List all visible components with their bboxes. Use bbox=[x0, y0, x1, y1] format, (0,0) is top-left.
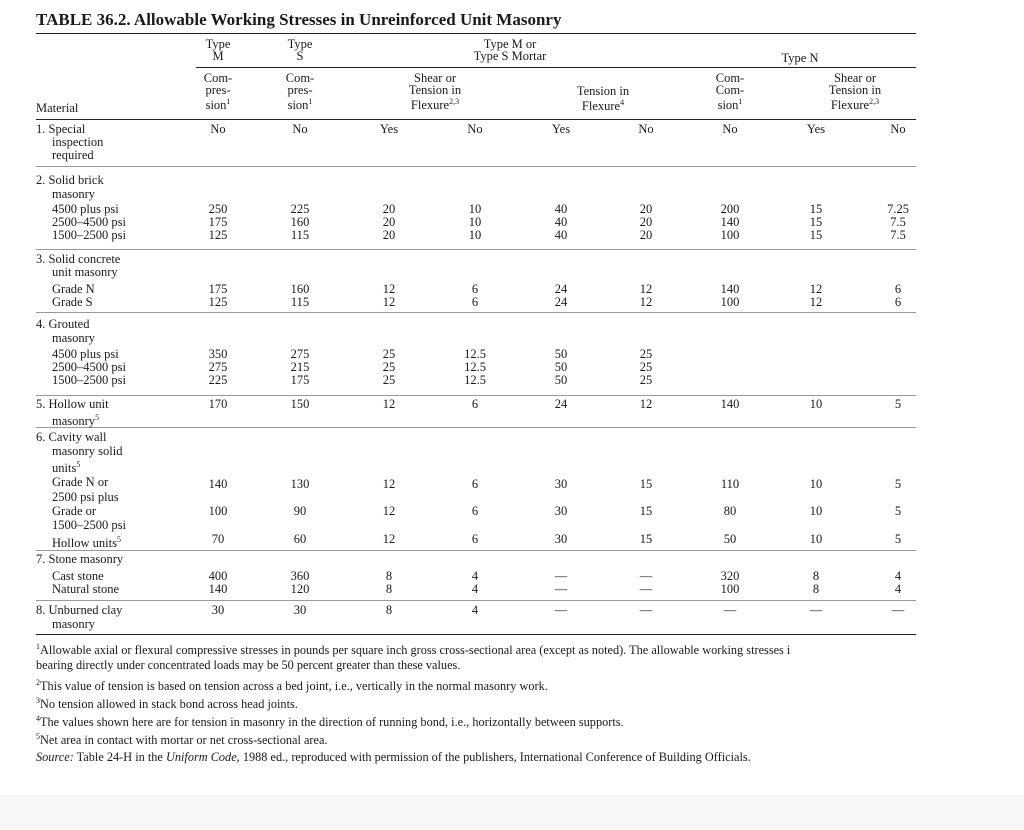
table-cell: 225 bbox=[290, 202, 310, 216]
table-cell: 8 bbox=[812, 582, 820, 596]
table-cell: 12 bbox=[382, 397, 396, 411]
table-cell: 70 bbox=[211, 532, 225, 546]
row-label-text: 1500–2500 psi bbox=[52, 518, 126, 532]
table-cell: 10 bbox=[809, 532, 823, 546]
table-cell: 140 bbox=[720, 397, 740, 411]
table-cell: 25 bbox=[639, 360, 653, 374]
table-cell: 15 bbox=[809, 202, 823, 216]
row-label bbox=[36, 431, 106, 444]
table-cell: 100 bbox=[720, 295, 740, 309]
section-rule-6 bbox=[36, 550, 916, 551]
row-label-text: masonry bbox=[52, 414, 96, 429]
row-label-text: 6. Cavity wall bbox=[36, 430, 107, 444]
footnote bbox=[36, 712, 624, 729]
table-cell: 10 bbox=[468, 215, 482, 229]
table-cell: 115 bbox=[290, 295, 310, 309]
table-cell: 12 bbox=[639, 282, 653, 296]
table-cell: 120 bbox=[290, 582, 310, 596]
table-cell: 6 bbox=[471, 477, 479, 491]
row-label-text: masonry bbox=[52, 187, 96, 201]
table-cell: 10 bbox=[468, 228, 482, 242]
table-cell: 175 bbox=[208, 282, 228, 296]
table-cell: 80 bbox=[723, 504, 737, 518]
table-cell: 115 bbox=[290, 228, 310, 242]
table-cell: 30 bbox=[554, 532, 568, 546]
table-cell: 30 bbox=[293, 603, 307, 617]
section-rule-1 bbox=[36, 166, 916, 167]
table-cell: 160 bbox=[290, 282, 310, 296]
row-label-text: masonry bbox=[52, 617, 96, 631]
table-cell: Yes bbox=[806, 122, 826, 136]
table-cell: 140 bbox=[720, 215, 740, 229]
table-cell: 50 bbox=[554, 347, 568, 361]
row-label bbox=[52, 229, 126, 242]
row-label-text: 2. Solid brick bbox=[36, 173, 104, 187]
table-cell: 200 bbox=[720, 202, 740, 216]
table-cell: 8 bbox=[385, 603, 393, 617]
row-label-text: 5. Hollow unit bbox=[36, 397, 109, 411]
header-bottom-rule bbox=[36, 119, 916, 120]
row-label bbox=[52, 374, 126, 387]
row-label-text: masonry bbox=[52, 331, 96, 345]
footnote bbox=[36, 730, 327, 747]
footnote-text: No tension allowed in stack bond across head joints. bbox=[40, 697, 298, 712]
row-label bbox=[52, 188, 95, 201]
table-cell: 12.5 bbox=[464, 373, 486, 387]
table-cell: 7.5 bbox=[890, 215, 906, 229]
table-cell: No bbox=[638, 122, 654, 136]
table-cell: 110 bbox=[720, 477, 740, 491]
table-cell: 140 bbox=[720, 282, 740, 296]
table-cell: 5 bbox=[894, 532, 902, 546]
table-cell: 12.5 bbox=[464, 360, 486, 374]
footnote-text: This value of tension is based on tension across a bed joint, i.e., vertically in the normal masonry work. bbox=[40, 679, 548, 694]
footnote-marker: 5 bbox=[76, 460, 81, 469]
header-shear-ms: Shear or Tension in Flexure$^{2,3}$ bbox=[408, 71, 462, 113]
table-cell: 24 bbox=[554, 397, 568, 411]
table-cell: 40 bbox=[554, 202, 568, 216]
table-cell: 30 bbox=[211, 603, 225, 617]
row-label-text: 4. Grouted bbox=[36, 317, 90, 331]
table-cell: Yes bbox=[379, 122, 399, 136]
table-cell: 15 bbox=[639, 532, 653, 546]
table-title: TABLE 36.2. Allowable Working Stresses in Unreinforced Unit Masonry bbox=[36, 10, 562, 29]
table-cell: 30 bbox=[554, 504, 568, 518]
row-label-text: 3. Solid concrete bbox=[36, 252, 121, 266]
table-cell: 320 bbox=[720, 569, 740, 583]
table-cell: 50 bbox=[554, 373, 568, 387]
source-note: Source: Table 24-H in the Uniform Code, 1988 ed., reproduced with permission of the publishers, International Conference of Building Officials. bbox=[36, 750, 751, 764]
table-cell: 125 bbox=[208, 295, 228, 309]
table-cell: 8 bbox=[812, 569, 820, 583]
table-cell: 25 bbox=[382, 347, 396, 361]
header-compression-s: Com- pres- sion$^1$ bbox=[285, 71, 315, 113]
table-cell: 175 bbox=[290, 373, 310, 387]
table-cell: 10 bbox=[468, 202, 482, 216]
table-cell: 140 bbox=[208, 477, 228, 491]
table-cell: 12 bbox=[639, 397, 653, 411]
footnote-text: Allowable axial or flexural compressive stresses in pounds per square inch gross cross-sectional area (except as noted). The allowable working stresses i bbox=[40, 643, 791, 658]
table-cell: 25 bbox=[639, 373, 653, 387]
table-cell: 20 bbox=[639, 228, 653, 242]
table-bottom-rule bbox=[36, 634, 916, 635]
row-label bbox=[36, 318, 89, 331]
table-cell: 12 bbox=[639, 295, 653, 309]
table-cell: 20 bbox=[382, 228, 396, 242]
table-cell: 8 bbox=[385, 582, 393, 596]
header-tension-ms: Tension in Flexure$^4$ bbox=[576, 84, 630, 114]
table-cell: 6 bbox=[894, 282, 902, 296]
footnote bbox=[36, 694, 298, 711]
table-cell: 12.5 bbox=[464, 347, 486, 361]
row-label-text: Cast stone bbox=[52, 569, 104, 583]
header-type-ms-mortar: Type M or Type S Mortar bbox=[473, 37, 547, 63]
table-cell: — bbox=[554, 603, 568, 617]
header-shear-n: Shear or Tension in Flexure$^{2,3}$ bbox=[828, 71, 882, 113]
table-cell: — bbox=[891, 603, 905, 617]
footnote-marker: 1 bbox=[36, 642, 40, 651]
row-label bbox=[36, 553, 123, 566]
table-cell: 6 bbox=[471, 397, 479, 411]
table-cell: 5 bbox=[894, 397, 902, 411]
table-cell: 5 bbox=[894, 477, 902, 491]
row-label bbox=[52, 332, 95, 345]
table-cell: 6 bbox=[471, 282, 479, 296]
footnote-marker: 5 bbox=[36, 732, 40, 741]
table-cell: 6 bbox=[471, 295, 479, 309]
table-cell: 215 bbox=[290, 360, 310, 374]
row-special-inspection-label: 1. Special inspection required bbox=[36, 122, 104, 162]
row-label bbox=[52, 533, 121, 550]
table-cell: 8 bbox=[385, 569, 393, 583]
table-cell: 20 bbox=[382, 202, 396, 216]
section-rule-2 bbox=[36, 249, 916, 250]
table-cell: 15 bbox=[809, 228, 823, 242]
table-cell: 4 bbox=[894, 582, 902, 596]
footnote-text: The values shown here are for tension in masonry in the direction of running bond, i.e., horizontally between supports. bbox=[40, 715, 624, 730]
row-label-text: 7. Stone masonry bbox=[36, 552, 124, 566]
table-cell: 160 bbox=[290, 215, 310, 229]
table-cell: 12 bbox=[382, 295, 396, 309]
row-label-text: 4500 plus psi bbox=[52, 202, 119, 216]
table-cell: No bbox=[292, 122, 308, 136]
top-rule bbox=[36, 33, 916, 34]
table-cell: 100 bbox=[208, 504, 228, 518]
table-cell: — bbox=[554, 582, 568, 596]
section-rule-7 bbox=[36, 600, 916, 601]
section-rule-3 bbox=[36, 312, 916, 313]
row-label-text: 1500–2500 psi bbox=[52, 228, 126, 242]
table-cell: 25 bbox=[382, 373, 396, 387]
table-cell: 6 bbox=[471, 532, 479, 546]
table-cell: No bbox=[890, 122, 906, 136]
row-label bbox=[36, 604, 122, 617]
row-label-text: Grade N bbox=[52, 282, 95, 296]
footnote-text: bearing directly under concentrated loads may be 50 percent greater than these values. bbox=[36, 658, 461, 672]
footnote bbox=[36, 676, 548, 693]
row-label bbox=[52, 491, 119, 504]
table-cell: 5 bbox=[894, 504, 902, 518]
table-cell: 15 bbox=[639, 504, 653, 518]
table-cell: — bbox=[809, 603, 823, 617]
row-label bbox=[36, 398, 109, 411]
footnote-text: Net area in contact with mortar or net cross-sectional area. bbox=[40, 733, 328, 748]
row-label-text: masonry solid bbox=[52, 444, 123, 458]
table-cell: — bbox=[554, 569, 568, 583]
table-cell: 30 bbox=[554, 477, 568, 491]
table-cell: 4 bbox=[471, 603, 479, 617]
footnote-marker: 4 bbox=[36, 714, 40, 723]
table-cell: 250 bbox=[208, 202, 228, 216]
footnote-marker: 5 bbox=[116, 535, 121, 544]
table-cell: 4 bbox=[471, 569, 479, 583]
row-label bbox=[52, 266, 118, 279]
row-label bbox=[52, 411, 99, 428]
table-cell: — bbox=[639, 569, 653, 583]
table-cell: 50 bbox=[554, 360, 568, 374]
header-type-n: Type N bbox=[781, 51, 819, 65]
table-cell: 12 bbox=[382, 532, 396, 546]
row-label-text: Grade or bbox=[52, 504, 97, 518]
table-cell: 7.25 bbox=[887, 202, 909, 216]
table-cell: 10 bbox=[809, 477, 823, 491]
table-cell: 350 bbox=[208, 347, 228, 361]
table-cell: 25 bbox=[382, 360, 396, 374]
row-label-text: 4500 plus psi bbox=[52, 347, 119, 361]
row-label bbox=[52, 296, 93, 309]
table-cell: Yes bbox=[551, 122, 571, 136]
row-label-text: 2500–4500 psi bbox=[52, 360, 126, 374]
table-cell: — bbox=[723, 603, 737, 617]
table-cell: 15 bbox=[809, 215, 823, 229]
table-cell: 4 bbox=[894, 569, 902, 583]
header-material: Material bbox=[36, 101, 79, 115]
section-rule-4 bbox=[36, 395, 916, 396]
row-label-text: Grade N or bbox=[52, 475, 109, 489]
table-cell: 10 bbox=[809, 397, 823, 411]
row-label-text: 2500 psi plus bbox=[52, 490, 119, 504]
row-label-text: Natural stone bbox=[52, 582, 119, 596]
table-cell: 40 bbox=[554, 228, 568, 242]
table-cell: 24 bbox=[554, 282, 568, 296]
table-cell: 12 bbox=[382, 504, 396, 518]
table-cell: 24 bbox=[554, 295, 568, 309]
table-cell: 20 bbox=[639, 215, 653, 229]
row-label-text: unit masonry bbox=[52, 265, 118, 279]
header-compression-m: Com- pres- sion$^1$ bbox=[203, 71, 233, 113]
row-label bbox=[52, 583, 119, 596]
table-cell: 7.5 bbox=[890, 228, 906, 242]
table-cell: No bbox=[210, 122, 226, 136]
table-cell: 4 bbox=[471, 582, 479, 596]
table-cell: No bbox=[467, 122, 483, 136]
section-rule-5 bbox=[36, 427, 916, 428]
header-type-m: Type M bbox=[205, 37, 231, 63]
row-label bbox=[52, 618, 95, 631]
table-cell: 125 bbox=[208, 228, 228, 242]
row-label-text: 8. Unburned clay bbox=[36, 603, 123, 617]
row-label bbox=[52, 458, 80, 475]
table-cell: 140 bbox=[208, 582, 228, 596]
header-type-s: Type S bbox=[287, 37, 313, 63]
row-label bbox=[52, 445, 122, 458]
table-cell: 360 bbox=[290, 569, 310, 583]
table-cell: 175 bbox=[208, 215, 228, 229]
table-cell: 100 bbox=[720, 582, 740, 596]
table-cell: 12 bbox=[809, 282, 823, 296]
table-cell: 6 bbox=[894, 295, 902, 309]
header-compression-n: Com- Com- sion$^1$ bbox=[715, 71, 745, 113]
footnote-marker: 2 bbox=[36, 678, 40, 687]
footnote bbox=[36, 658, 460, 672]
row-label-text: Hollow units bbox=[52, 536, 117, 551]
table-cell: 60 bbox=[293, 532, 307, 546]
table-cell: 12 bbox=[382, 477, 396, 491]
table-cell: 225 bbox=[208, 373, 228, 387]
row-label-text: units bbox=[52, 461, 77, 476]
table-cell: 25 bbox=[639, 347, 653, 361]
table-cell: 10 bbox=[809, 504, 823, 518]
table-cell: 20 bbox=[639, 202, 653, 216]
footnote-marker: 3 bbox=[36, 696, 40, 705]
table-cell: 6 bbox=[471, 504, 479, 518]
row-label bbox=[52, 519, 126, 532]
table-cell: 275 bbox=[208, 360, 228, 374]
table-cell: 400 bbox=[208, 569, 228, 583]
table-cell: No bbox=[722, 122, 738, 136]
table-cell: 50 bbox=[723, 532, 737, 546]
table-cell: 100 bbox=[720, 228, 740, 242]
table-cell: 150 bbox=[290, 397, 310, 411]
row-label bbox=[52, 476, 108, 489]
table-cell: 12 bbox=[809, 295, 823, 309]
table-cell: 275 bbox=[290, 347, 310, 361]
table-cell: 15 bbox=[639, 477, 653, 491]
table-cell: 90 bbox=[293, 504, 307, 518]
row-label bbox=[52, 505, 96, 518]
row-label-text: Grade S bbox=[52, 295, 93, 309]
footnote bbox=[36, 640, 790, 657]
table-cell: 20 bbox=[382, 215, 396, 229]
table-cell: 40 bbox=[554, 215, 568, 229]
row-label-text: 1500–2500 psi bbox=[52, 373, 126, 387]
table-cell: 12 bbox=[382, 282, 396, 296]
table-cell: — bbox=[639, 582, 653, 596]
row-label-text: 2500–4500 psi bbox=[52, 215, 126, 229]
table-cell: 130 bbox=[290, 477, 310, 491]
footnote-marker: 5 bbox=[95, 413, 100, 422]
row-label bbox=[36, 174, 104, 187]
mortar-rule bbox=[196, 67, 916, 68]
table-cell: — bbox=[639, 603, 653, 617]
table-cell: 170 bbox=[208, 397, 228, 411]
